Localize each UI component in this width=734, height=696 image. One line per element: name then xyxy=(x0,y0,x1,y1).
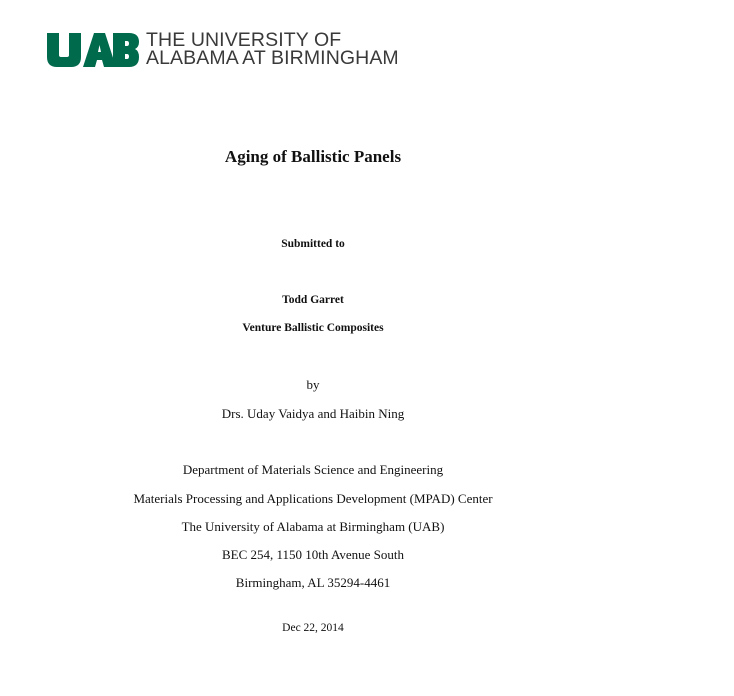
affiliation-department: Department of Materials Science and Engineering xyxy=(182,462,444,477)
affiliation-university: The University of Alabama at Birmingham (UAB) xyxy=(181,519,445,534)
recipient-company: Venture Ballistic Composites xyxy=(242,322,384,334)
uab-logo xyxy=(47,30,407,70)
authors: Drs. Uday Vaidya and Haibin Ning xyxy=(221,406,405,421)
by-label: by xyxy=(306,377,320,392)
university-name-line1: THE UNIVERSITY OF xyxy=(146,29,342,51)
affiliation-center: Materials Processing and Applications Development (MPAD) Center xyxy=(133,491,493,506)
report-title: Aging of Ballistic Panels xyxy=(224,147,402,166)
affiliation-address: BEC 254, 1150 10th Avenue South xyxy=(222,547,404,562)
recipient-name: Todd Garret xyxy=(282,294,344,306)
affiliation-city: Birmingham, AL 35294-4461 xyxy=(235,575,391,590)
submitted-to-label: Submitted to xyxy=(281,238,345,250)
university-name xyxy=(146,31,399,67)
report-date: Dec 22, 2014 xyxy=(282,622,344,634)
university-name-line2: ALABAMA AT BIRMINGHAM xyxy=(146,47,399,69)
uab-logo-mark xyxy=(47,33,139,67)
